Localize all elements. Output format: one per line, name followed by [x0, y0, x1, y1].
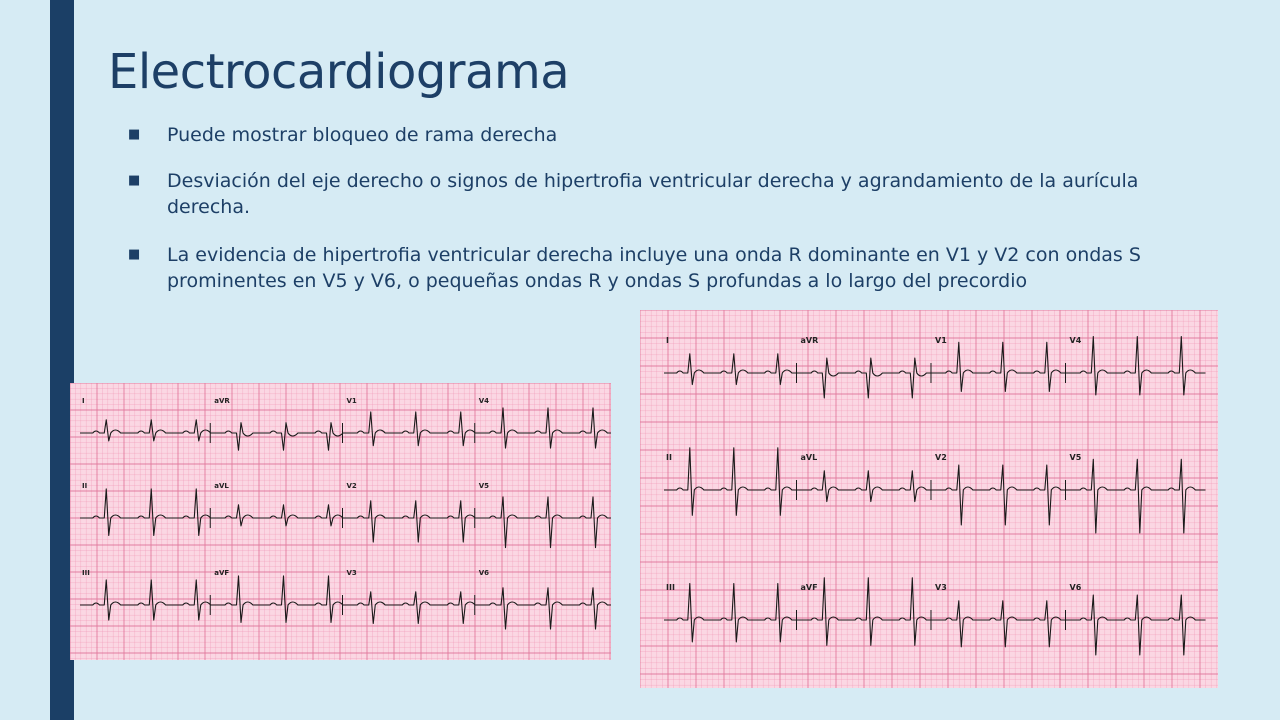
ecg-lead-label: aVL — [214, 482, 229, 490]
ecg-lead-label: V4 — [478, 397, 490, 405]
ecg-lead-label: aVF — [214, 569, 230, 577]
ecg-lead-label: V5 — [478, 482, 490, 490]
ecg-lead-label: V1 — [935, 336, 947, 345]
ecg-lead-label: V6 — [1069, 583, 1082, 592]
ecg-lead-label: V5 — [1069, 453, 1082, 462]
ecg-left-trace — [70, 383, 611, 660]
ecg-lead-label: III — [666, 583, 675, 592]
ecg-right-trace — [640, 310, 1218, 688]
slide-title: Electrocardiograma — [108, 44, 570, 100]
ecg-lead-label: II — [666, 453, 672, 462]
ecg-lead-label: V2 — [935, 453, 947, 462]
ecg-lead-label: aVL — [800, 453, 818, 462]
ecg-lead-label: V4 — [1069, 336, 1082, 345]
ecg-lead-label: I — [82, 397, 85, 405]
ecg-lead-label: I — [666, 336, 669, 345]
ecg-lead-label: aVR — [214, 397, 230, 405]
ecg-lead-label: aVF — [800, 583, 818, 592]
ecg-image-left — [70, 383, 611, 660]
ecg-lead-label: V6 — [478, 569, 490, 577]
square-bullet-icon: ■ — [128, 247, 141, 262]
ecg-lead-label: V1 — [346, 397, 357, 405]
bullet-text: La evidencia de hipertrofia ventricular derecha incluye una onda R dominante en V1 y V2 con ondas S prominentes en V5 y V6, o pequeñas ondas R y ondas S profundas a lo largo del precordio — [167, 244, 1141, 292]
ecg-lead-label: II — [82, 482, 88, 490]
ecg-lead-label: V3 — [935, 583, 947, 592]
square-bullet-icon: ■ — [128, 173, 141, 188]
ecg-image-right — [640, 310, 1218, 688]
bullet-text: Desviación del eje derecho o signos de hipertrofia ventricular derecha y agrandamiento de la aurícula derecha. — [167, 170, 1139, 218]
bullet-text: Puede mostrar bloqueo de rama derecha — [167, 124, 558, 146]
square-bullet-icon: ■ — [128, 127, 141, 142]
ecg-lead-label: V2 — [346, 482, 357, 490]
ecg-lead-label: V3 — [346, 569, 357, 577]
ecg-lead-label: III — [82, 569, 90, 577]
ecg-lead-label: aVR — [800, 336, 819, 345]
